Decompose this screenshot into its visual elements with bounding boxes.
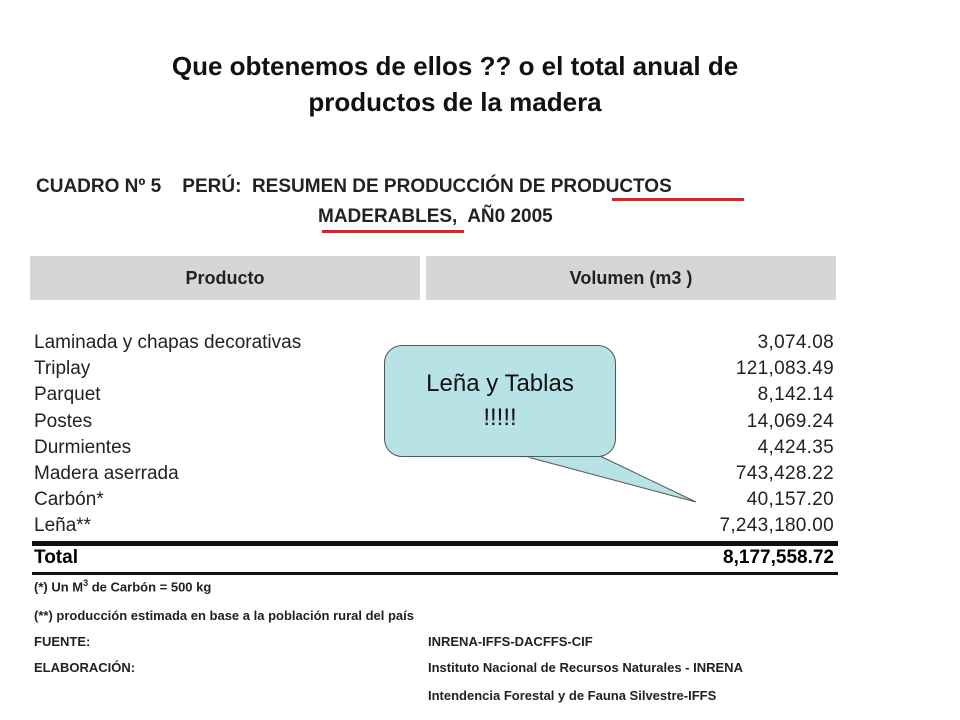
slide-title [60,48,850,120]
slide-title-line2: productos de la madera [308,87,602,117]
note-lena: (**) producción estimada en base a la población rural del país [34,608,414,623]
slide-title-line1: Que obtenemos de ellos ?? o el total anual de [171,51,739,81]
volume-cell: 14,069.24 [746,410,834,432]
callout-bubble [384,345,616,457]
total-row [34,545,834,571]
elaboracion-value-2: Intendencia Forestal y de Fauna Silvestre-IFFS [428,688,717,703]
table-caption-line1: CUADRO Nº 5 PERÚ: RESUMEN DE PRODUCCIÓN DE PRODUCTOS [36,176,672,197]
table-row [34,461,834,487]
product-cell: Laminada y chapas decorativas [34,332,302,354]
callout-line1: Leña y Tablas [426,370,574,397]
highlight-underline-productos [612,198,744,201]
total-bottom-rule [32,572,838,575]
volume-cell: 121,083.49 [735,358,834,380]
product-cell: Durmientes [34,436,132,458]
product-cell: Postes [34,410,93,432]
table-row [34,487,834,513]
note-carbon: (*) Un $M^3$ de Carbón = 500 kg [34,578,212,595]
volume-cell: 7,243,180.00 [719,515,834,537]
elaboracion-label: ELABORACIÓN: [34,660,136,675]
product-cell: Leña** [34,515,92,537]
volume-cell: 8,142.14 [757,384,834,406]
volume-cell: 743,428.22 [735,463,834,485]
column-header-volumen: Volumen (m3 ) [426,256,836,300]
fuente-value: INRENA-IFFS-DACFFS-CIF [428,634,593,649]
fuente-label: FUENTE: [34,634,91,649]
product-cell: Parquet [34,384,101,406]
column-header-producto: Producto [30,256,420,300]
volume-cell: 3,074.08 [757,332,834,354]
product-cell: Triplay [34,358,91,380]
total-label: Total [34,547,78,568]
total-value: 8,177,558.72 [723,547,834,568]
callout-line2: !!!!! [483,404,517,431]
product-cell: Carbón* [34,489,104,511]
table-row [34,513,834,539]
volume-cell: 40,157.20 [746,489,834,511]
elaboracion-value-1: Instituto Nacional de Recursos Naturales - INRENA [428,660,743,675]
volume-cell: 4,424.35 [757,436,834,458]
table-caption-line2: MADERABLES, AÑ0 2005 [318,206,553,227]
product-cell: Madera aserrada [34,463,179,485]
highlight-underline-maderables [322,230,464,233]
